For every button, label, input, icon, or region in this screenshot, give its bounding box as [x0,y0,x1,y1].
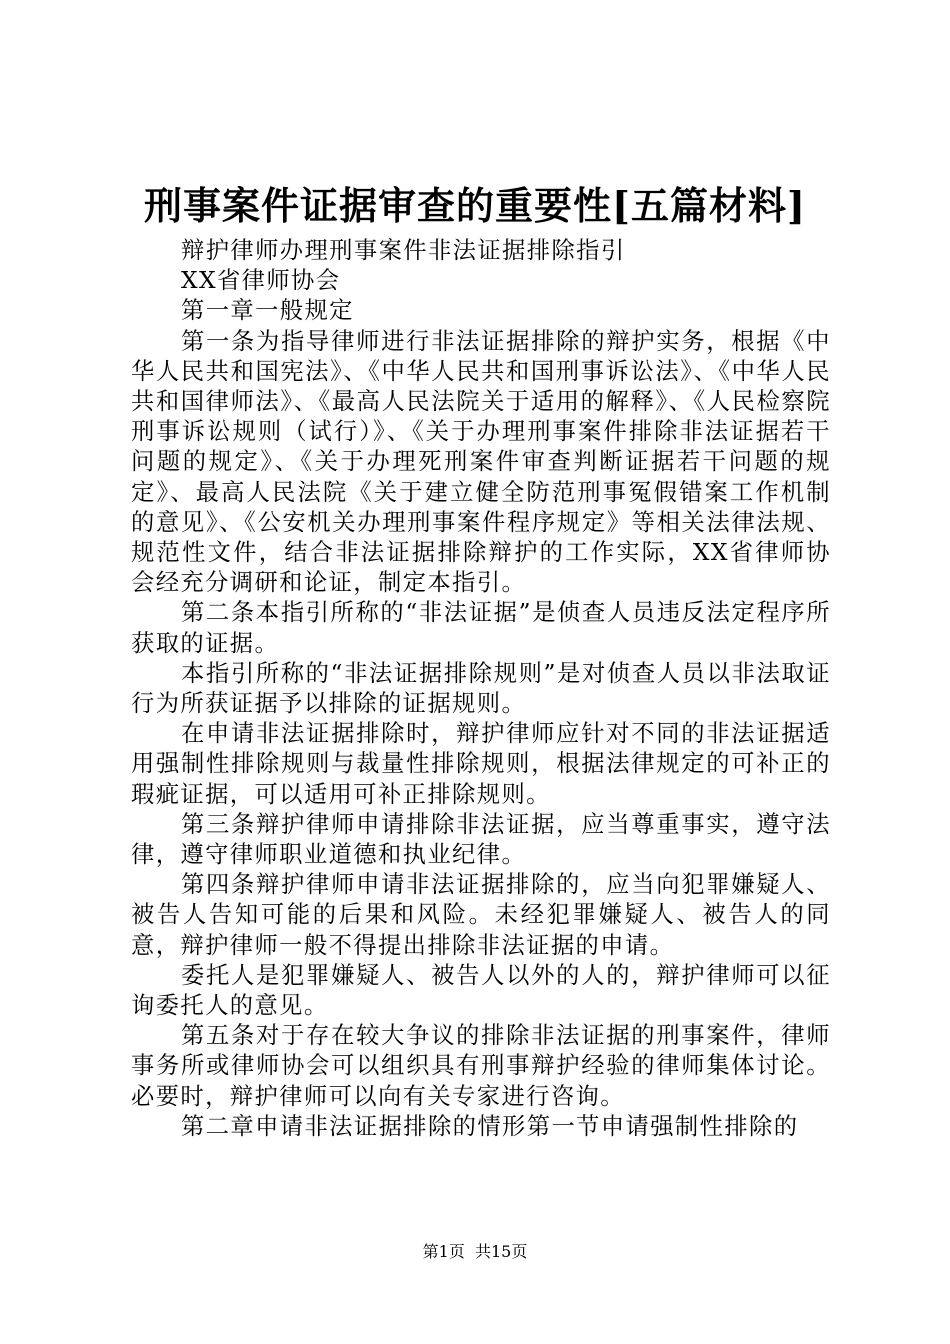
issuing-organization: XX省律师协会 [181,267,341,295]
article-one-paragraph: 第一条为指导律师进行非法证据排除的辩护实务，根据《中华人民共和国宪法》、《中华人民共和国刑事诉讼法》、《中华人民共和国律师法》、《最高人民法院关于适用的解释》、《人民检察院刑事诉讼规则（试行）》、《关于办理刑事案件排除非法证据若干问题的规定》、《关于办理死刑案件审查判断证据若干问题的规定》、最高人民法院《关于建立健全防范刑事冤假错案工作机制的意见》、《公安机关办理刑事案件程序规定》等相关法律法规、规范性文件，结合非法证据排除辩护的工作实际，XX省律师协会经充分调研和论证，制定本指引。 [131,327,831,597]
article-four-paragraph: 第四条辩护律师申请非法证据排除的，应当向犯罪嫌疑人、被告人告知可能的后果和风险。未经犯罪嫌疑人、被告人的同意，辩护律师一般不得提出排除非法证据的申请。 [131,871,831,959]
page-number-footer: 第1页 共15页 [422,1242,528,1261]
chapter-heading: 第一章一般规定 [181,297,354,325]
chapter-two-heading: 第二章申请非法证据排除的情形第一节申请强制性排除的 [181,1112,799,1140]
article-five-paragraph: 第五条对于存在较大争议的排除非法证据的刑事案件，律师事务所或律师协会可以组织具有刑事辩护经验的律师集体讨论。必要时，辩护律师可以向有关专家进行咨询。 [131,1022,831,1110]
application-paragraph: 在申请非法证据排除时，辩护律师应针对不同的非法证据适用强制性排除规则与裁量性排除规则，根据法律规定的可补正的瑕疵证据，可以适用可补正排除规则。 [131,720,831,808]
article-two-paragraph: 第二条本指引所称的“非法证据”是侦查人员违反法定程序所获取的证据。 [131,599,831,657]
article-three-paragraph: 第三条辩护律师申请排除非法证据，应当尊重事实，遵守法律，遵守律师职业道德和执业纪律。 [131,810,831,869]
exclusion-rule-paragraph: 本指引所称的“非法证据排除规则”是对侦查人员以非法取证行为所获证据予以排除的证据规则。 [131,659,831,718]
document-body [131,236,831,1142]
subtitle-guideline: 辩护律师办理刑事案件非法证据排除指引 [181,237,626,264]
document-title: 刑事案件证据审查的重要性[五篇材料] [144,183,806,228]
client-consultation-paragraph: 委托人是犯罪嫌疑人、被告人以外的人的，辩护律师可以征询委托人的意见。 [131,961,831,1020]
